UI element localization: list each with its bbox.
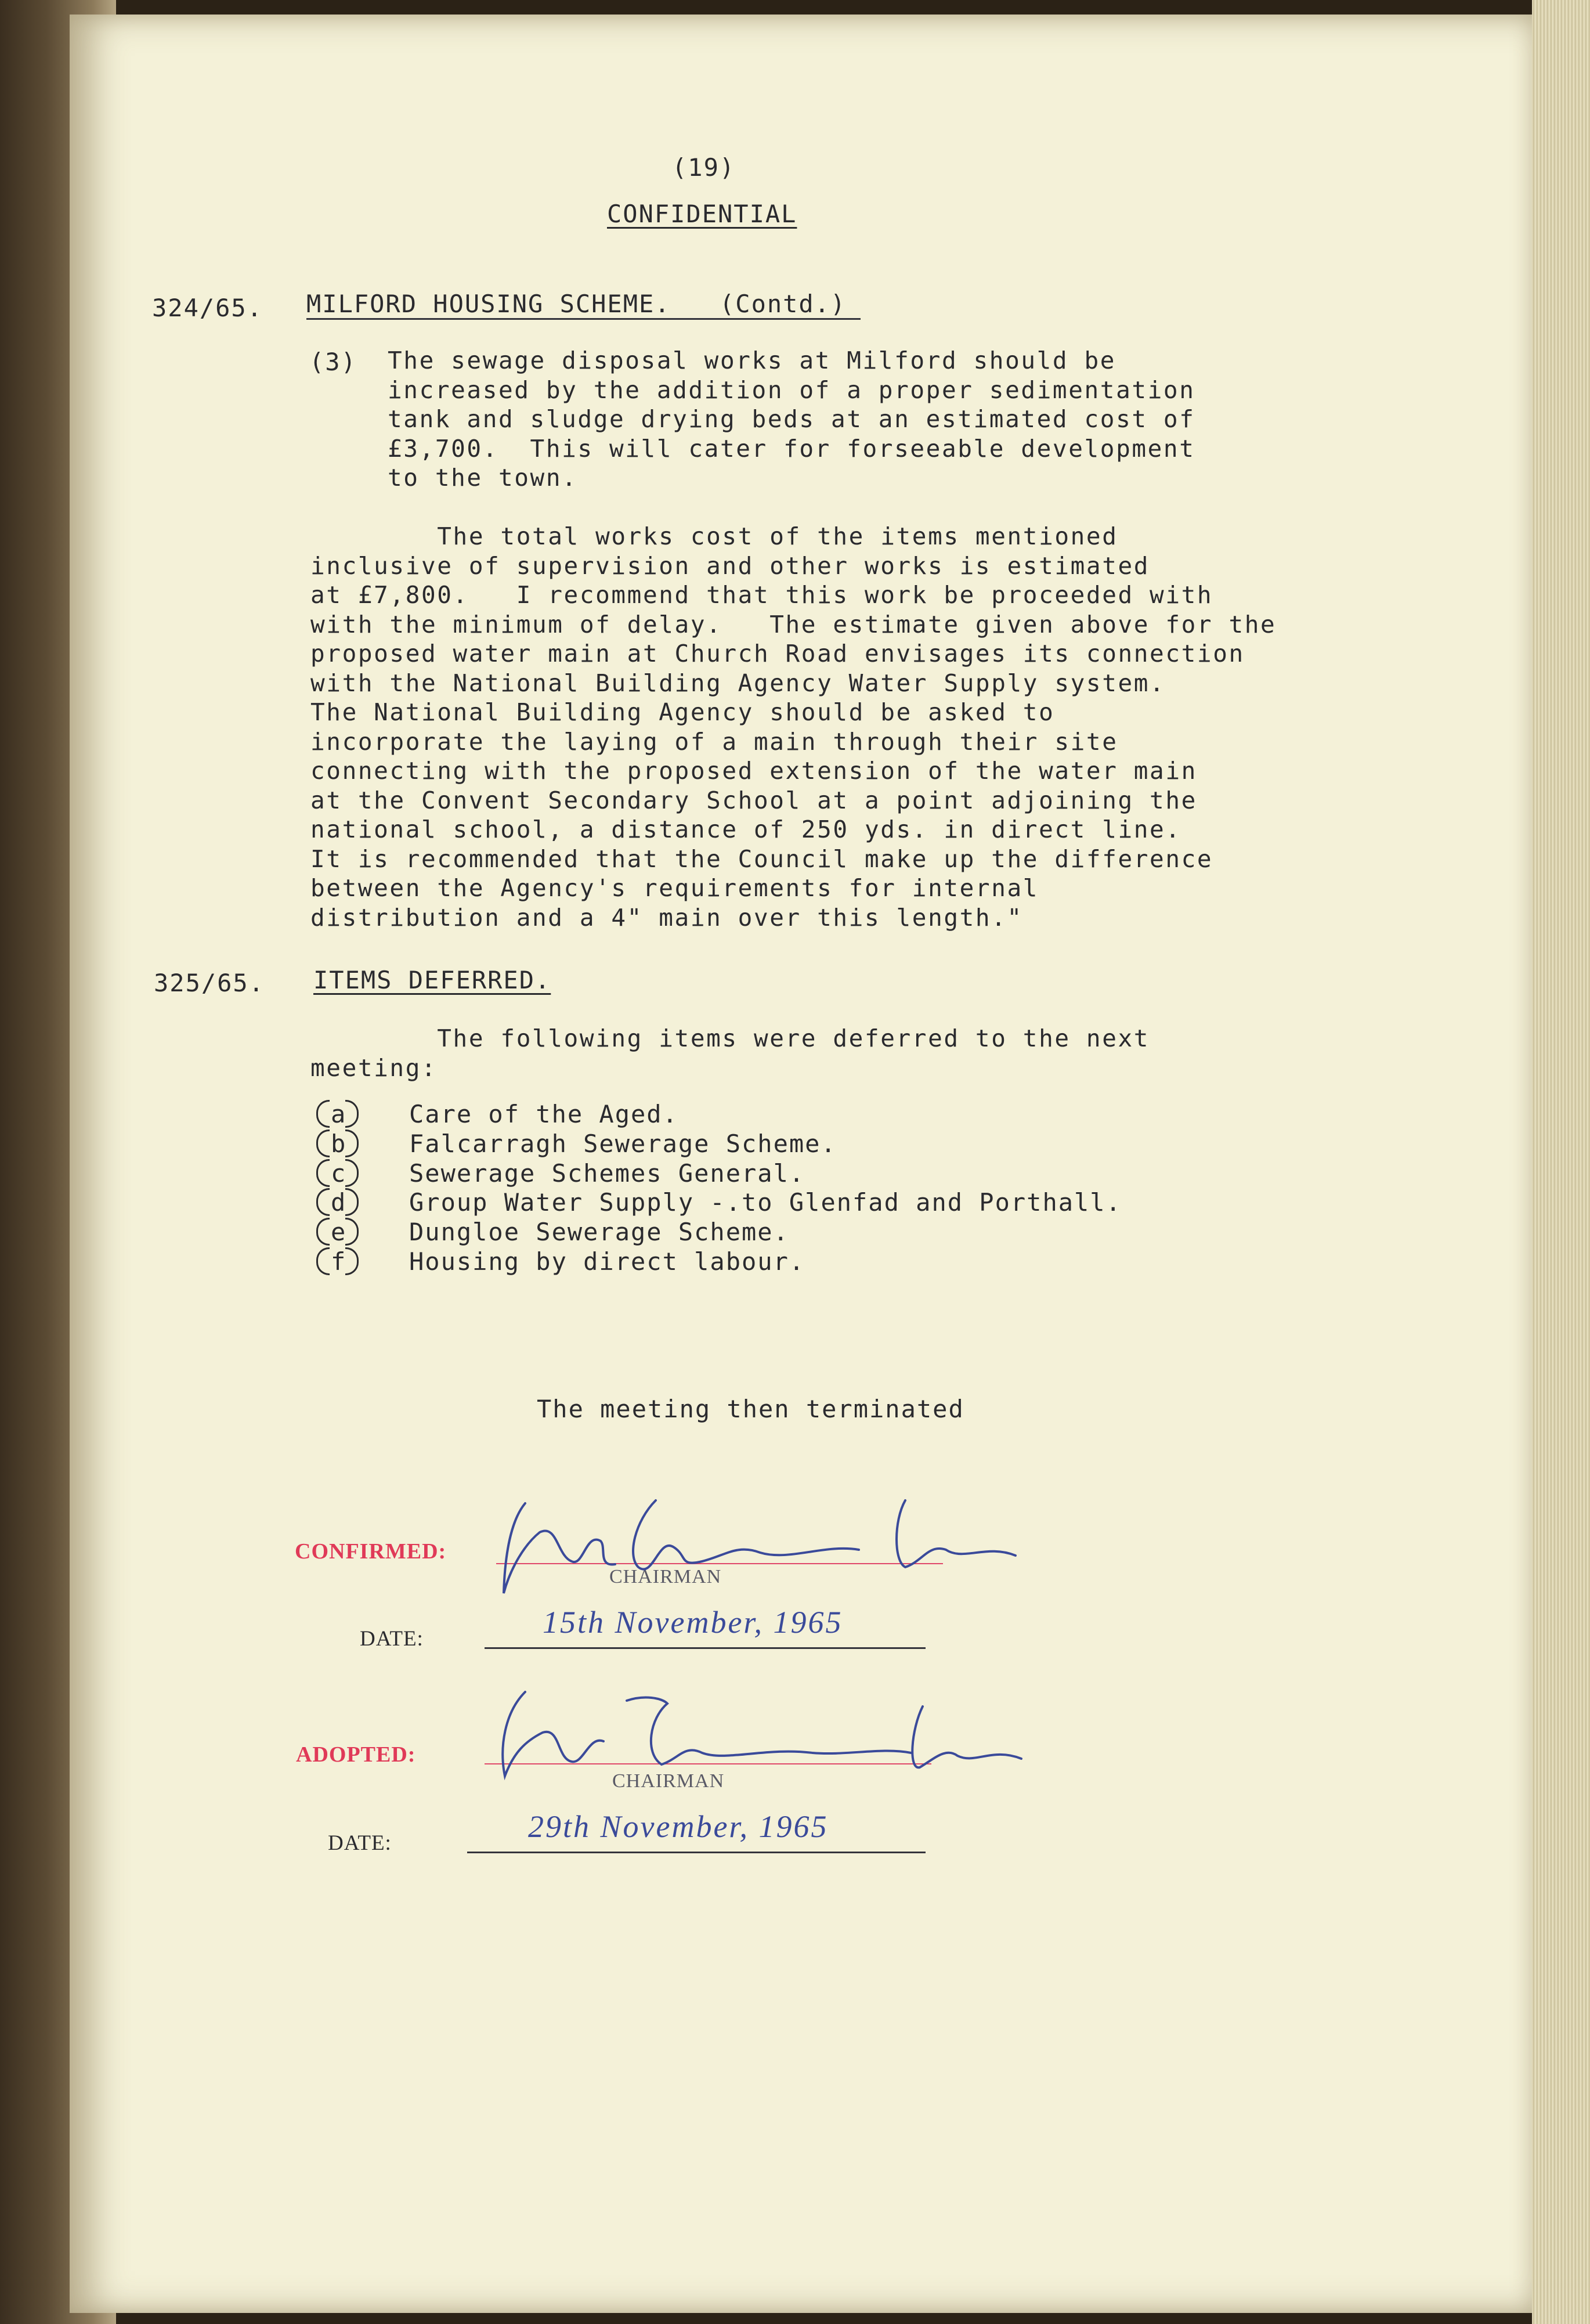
list-item-label: e	[331, 1218, 347, 1246]
page-number: (19)	[672, 153, 736, 182]
adopted-stamp: ADOPTED:	[296, 1742, 416, 1767]
list-item-label: c	[331, 1159, 347, 1188]
confirmed-stamp: CONFIRMED:	[295, 1539, 447, 1564]
confirmed-chairman-label: CHAIRMAN	[609, 1566, 722, 1587]
adopted-date-label: DATE:	[328, 1831, 392, 1855]
list-item-text: Sewerage Schemes General.	[409, 1159, 805, 1188]
works-cost-paragraph: The total works cost of the items mentioned inclusive of supervision and other works is estimated at £7,800. I recommend that this work be proceeded with with the minimum of delay. The estimate given above for the proposed water main at Church Road envisages its connection with the National Building Agency Water Supply system. The National Building Agency should be asked to incorporate the laying of a main through their site connecting with the proposed extension of the water main at the Convent Secondary School at a point adjoining the national school, a distance of 250 yds. in direct line. It is recommended that the Council make up the difference between the Agency's requirements for internal distribution and a 4" main over this length."	[310, 522, 1277, 932]
section-title-items-deferred: ITEMS DEFERRED.	[313, 966, 551, 994]
list-item-label: d	[331, 1188, 347, 1217]
list-item-label: b	[331, 1129, 347, 1158]
list-item-text: Falcarragh Sewerage Scheme.	[409, 1129, 837, 1158]
list-item-text: Group Water Supply -.to Glenfad and Porthall.	[409, 1188, 1122, 1217]
adopted-date-line	[467, 1852, 926, 1853]
list-item-text: Dungloe Sewerage Scheme.	[409, 1218, 789, 1246]
list-item-label: a	[331, 1100, 347, 1128]
minute-number-324: 324/65.	[152, 294, 263, 322]
adopted-date-handwritten: 29th November, 1965	[528, 1809, 829, 1844]
item-label-3: (3)	[309, 348, 357, 376]
confidential-heading: CONFIDENTIAL	[607, 200, 797, 228]
list-item-text: Housing by direct labour.	[409, 1247, 805, 1276]
list-item-label: f	[331, 1247, 347, 1276]
section-title-contd: (Contd.)	[720, 290, 847, 318]
list-item-text: Care of the Aged.	[409, 1100, 678, 1128]
minute-number-325: 325/65.	[154, 969, 265, 997]
deferred-intro: The following items were deferred to the next meeting:	[310, 1024, 1150, 1082]
confirmed-date-label: DATE:	[360, 1627, 424, 1651]
confirmed-date-handwritten: 15th November, 1965	[543, 1605, 843, 1640]
closing-line: The meeting then terminated	[537, 1395, 964, 1423]
item-3-text: The sewage disposal works at Milford should be increased by the addition of a proper sedimentation tank and sludge drying beds at an estimated cost of £3,700. This will cater for forseeable development to the town.	[388, 347, 1195, 492]
adopted-chairman-label: CHAIRMAN	[612, 1770, 725, 1792]
section-title-milford: MILFORD HOUSING SCHEME.	[306, 290, 671, 318]
